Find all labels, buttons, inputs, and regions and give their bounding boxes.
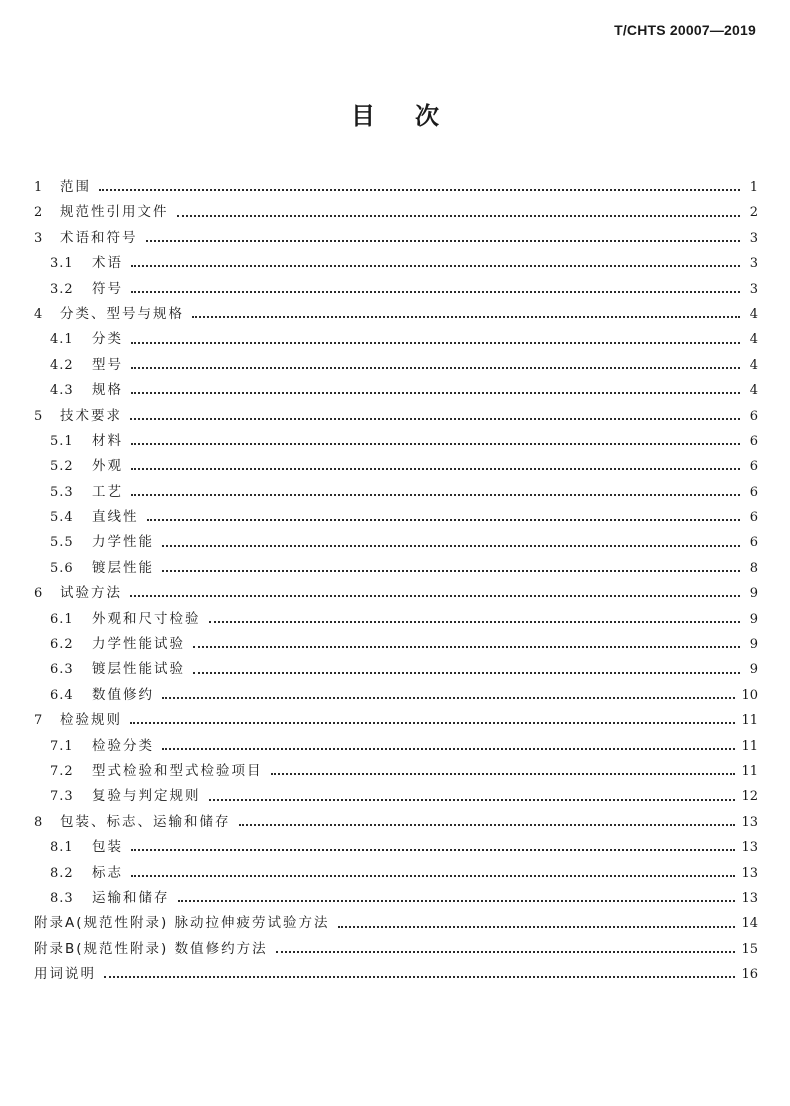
toc-entry[interactable]: [34, 607, 758, 632]
toc-entry-page: 4: [749, 306, 758, 322]
toc-entry-page: 13: [741, 840, 758, 856]
toc-entry-page: 14: [741, 916, 758, 932]
toc-dot-leader: [131, 848, 735, 851]
toc-entry-page: 8: [749, 560, 758, 576]
toc-entry-title[interactable]: 包装、标志、运输和储存: [60, 813, 231, 830]
toc-dot-leader: [146, 239, 741, 242]
toc-entry[interactable]: [34, 632, 758, 657]
toc-entry-title[interactable]: 标志: [92, 864, 123, 881]
toc-entry-page: 6: [749, 433, 758, 449]
toc-entry-number: 2: [34, 205, 44, 221]
toc-entry-page: 6: [749, 459, 758, 475]
toc-entry[interactable]: [34, 784, 758, 809]
toc-entry[interactable]: [34, 581, 758, 606]
toc-entry[interactable]: [34, 353, 758, 378]
toc-entry-page: 13: [741, 865, 758, 881]
toc-dot-leader: [130, 721, 735, 724]
toc-entry-title[interactable]: 镀层性能: [92, 559, 154, 576]
toc-entry[interactable]: [34, 810, 758, 835]
toc-entry-title[interactable]: 技术要求: [60, 407, 122, 424]
toc-entry-number: 6.2: [50, 637, 74, 653]
toc-entry-number: 8.1: [50, 840, 74, 856]
table-of-contents: [34, 175, 758, 988]
toc-entry-title[interactable]: 附录A(规范性附录) 脉动拉伸疲劳试验方法: [34, 915, 330, 932]
toc-dot-leader: [131, 467, 740, 470]
toc-entry-page: 16: [741, 967, 758, 983]
toc-entry-title[interactable]: 复验与判定规则: [92, 788, 201, 805]
toc-dot-leader: [99, 188, 740, 191]
toc-entry-title[interactable]: 规格: [92, 382, 123, 399]
toc-entry-number: 6.1: [50, 611, 74, 627]
toc-dot-leader: [209, 620, 741, 623]
toc-entry-number: 5.1: [50, 433, 74, 449]
toc-dot-leader: [147, 518, 741, 521]
toc-entry[interactable]: [34, 226, 758, 251]
toc-entry-page: 6: [749, 535, 758, 551]
toc-entry-page: 6: [749, 408, 758, 424]
toc-entry-page: 9: [749, 586, 758, 602]
toc-entry-title[interactable]: 符号: [92, 280, 123, 297]
toc-dot-leader: [193, 645, 740, 648]
toc-entry-page: 2: [749, 205, 758, 221]
toc-entry-title[interactable]: 范围: [60, 179, 91, 195]
document-code: T/CHTS 20007—2019: [614, 22, 756, 38]
toc-entry-title[interactable]: 工艺: [92, 483, 123, 500]
toc-entry-title[interactable]: 术语: [92, 255, 123, 272]
toc-dot-leader: [276, 950, 736, 953]
toc-entry-page: 1: [749, 180, 758, 195]
toc-entry-number: 8.2: [50, 865, 74, 881]
toc-entry-number: 4.2: [50, 357, 74, 373]
toc-dot-leader: [162, 747, 735, 750]
toc-entry-number: 5.5: [50, 535, 74, 551]
toc-entry-page: 9: [749, 662, 758, 678]
toc-dot-leader: [131, 874, 735, 877]
toc-entry-title[interactable]: 分类: [92, 331, 123, 348]
toc-entry-number: 5.6: [50, 560, 74, 576]
toc-entry[interactable]: [34, 277, 758, 302]
toc-entry[interactable]: [34, 734, 758, 759]
toc-entry-page: 9: [749, 611, 758, 627]
toc-entry-title[interactable]: 包装: [92, 839, 123, 856]
toc-entry-title[interactable]: 试验方法: [60, 585, 122, 602]
toc-entry[interactable]: [34, 175, 758, 200]
toc-entry[interactable]: [34, 886, 758, 911]
toc-entry[interactable]: [34, 530, 758, 555]
toc-dot-leader: [131, 391, 740, 394]
toc-entry[interactable]: [34, 911, 758, 936]
toc-entry-number: 4.1: [50, 332, 74, 348]
toc-dot-leader: [131, 493, 740, 496]
toc-entry[interactable]: [34, 962, 758, 987]
toc-entry-title[interactable]: 数值修约: [92, 686, 154, 703]
toc-entry-page: 3: [749, 256, 758, 272]
toc-dot-leader: [130, 594, 740, 597]
toc-entry-number: 7.2: [50, 763, 74, 779]
toc-entry[interactable]: [34, 556, 758, 581]
toc-entry[interactable]: [34, 200, 758, 225]
toc-entry-number: 3: [34, 230, 44, 246]
toc-dot-leader: [193, 671, 740, 674]
toc-dot-leader: [178, 899, 736, 902]
toc-dot-leader: [131, 341, 740, 344]
toc-entry[interactable]: [34, 937, 758, 962]
toc-entry[interactable]: [34, 429, 758, 454]
toc-entry-title[interactable]: 型式检验和型式检验项目: [92, 762, 263, 779]
toc-entry[interactable]: [34, 708, 758, 733]
toc-entry-number: 3.2: [50, 281, 74, 297]
toc-entry-title[interactable]: 分类、型号与规格: [60, 305, 184, 322]
toc-entry[interactable]: [34, 327, 758, 352]
toc-dot-leader: [162, 569, 740, 572]
toc-entry-page: 6: [749, 510, 758, 526]
toc-entry-number: 3.1: [50, 256, 74, 272]
toc-entry-title[interactable]: 检验分类: [92, 737, 154, 754]
toc-dot-leader: [131, 264, 740, 267]
toc-entry-number: 6: [34, 586, 44, 602]
toc-entry-title[interactable]: 运输和储存: [92, 889, 170, 906]
toc-entry[interactable]: [34, 480, 758, 505]
toc-entry-number: 7.3: [50, 789, 74, 805]
page-title: 目次: [351, 102, 479, 130]
toc-entry-title[interactable]: 规范性引用文件: [60, 204, 169, 221]
toc-entry-page: 3: [749, 281, 758, 297]
toc-entry-page: 10: [741, 687, 758, 703]
toc-entry-number: 5: [34, 408, 44, 424]
toc-dot-leader: [104, 975, 735, 978]
toc-entry[interactable]: [34, 657, 758, 682]
toc-entry-number: 6.3: [50, 662, 74, 678]
toc-entry-page: 11: [741, 738, 758, 754]
toc-entry-title[interactable]: 外观和尺寸检验: [92, 610, 201, 627]
toc-dot-leader: [338, 925, 736, 928]
toc-entry-number: 7.1: [50, 738, 74, 754]
toc-dot-leader: [177, 214, 741, 217]
toc-entry-title[interactable]: 型号: [92, 356, 123, 373]
toc-entry-page: 3: [749, 230, 758, 246]
toc-dot-leader: [130, 417, 740, 420]
toc-entry-title[interactable]: 直线性: [92, 509, 139, 526]
toc-dot-leader: [131, 442, 740, 445]
toc-entry-number: 5.3: [50, 484, 74, 500]
toc-entry-page: 13: [741, 890, 758, 906]
toc-dot-leader: [131, 290, 740, 293]
toc-entry-page: 4: [749, 357, 758, 373]
toc-entry[interactable]: [34, 378, 758, 403]
toc-dot-leader: [271, 772, 736, 775]
toc-entry-page: 13: [741, 814, 758, 830]
toc-entry-number: 4: [34, 306, 44, 322]
toc-dot-leader: [162, 544, 740, 547]
toc-entry-page: 4: [749, 383, 758, 399]
toc-entry[interactable]: [34, 251, 758, 276]
toc-entry-number: 6.4: [50, 687, 74, 703]
toc-entry-page: 15: [741, 941, 758, 957]
toc-entry-number: 8: [34, 814, 44, 830]
toc-entry[interactable]: [34, 302, 758, 327]
toc-entry-page: 4: [749, 332, 758, 348]
toc-entry-title[interactable]: 力学性能: [92, 534, 154, 551]
toc-dot-leader: [239, 823, 736, 826]
toc-entry-title[interactable]: 检验规则: [60, 712, 122, 729]
toc-entry-number: 8.3: [50, 890, 74, 906]
toc-entry[interactable]: [34, 505, 758, 530]
toc-entry[interactable]: [34, 861, 758, 886]
toc-entry[interactable]: [34, 835, 758, 860]
toc-entry-title[interactable]: 力学性能试验: [92, 636, 185, 653]
toc-dot-leader: [162, 696, 735, 699]
toc-dot-leader: [192, 315, 740, 318]
toc-entry[interactable]: [34, 404, 758, 429]
toc-entry-number: 7: [34, 713, 44, 729]
toc-entry[interactable]: [34, 683, 758, 708]
toc-entry-number: 1: [34, 180, 44, 195]
toc-entry-title[interactable]: 用词说明: [34, 966, 96, 983]
toc-entry-title[interactable]: 附录B(规范性附录) 数值修约方法: [34, 940, 268, 957]
toc-entry-page: 9: [749, 637, 758, 653]
toc-entry-page: 12: [741, 789, 758, 805]
toc-dot-leader: [209, 798, 736, 801]
toc-entry-title[interactable]: 外观: [92, 458, 123, 475]
toc-entry-page: 11: [741, 763, 758, 779]
toc-entry-number: 4.3: [50, 383, 74, 399]
toc-entry-page: 6: [749, 484, 758, 500]
toc-entry-number: 5.4: [50, 510, 74, 526]
toc-entry[interactable]: [34, 759, 758, 784]
toc-entry-title[interactable]: 镀层性能试验: [92, 661, 185, 678]
toc-entry[interactable]: [34, 454, 758, 479]
toc-entry-title[interactable]: 材料: [92, 432, 123, 449]
toc-entry-number: 5.2: [50, 459, 74, 475]
toc-entry-page: 11: [741, 713, 758, 729]
toc-entry-title[interactable]: 术语和符号: [60, 229, 138, 246]
toc-dot-leader: [131, 366, 740, 369]
